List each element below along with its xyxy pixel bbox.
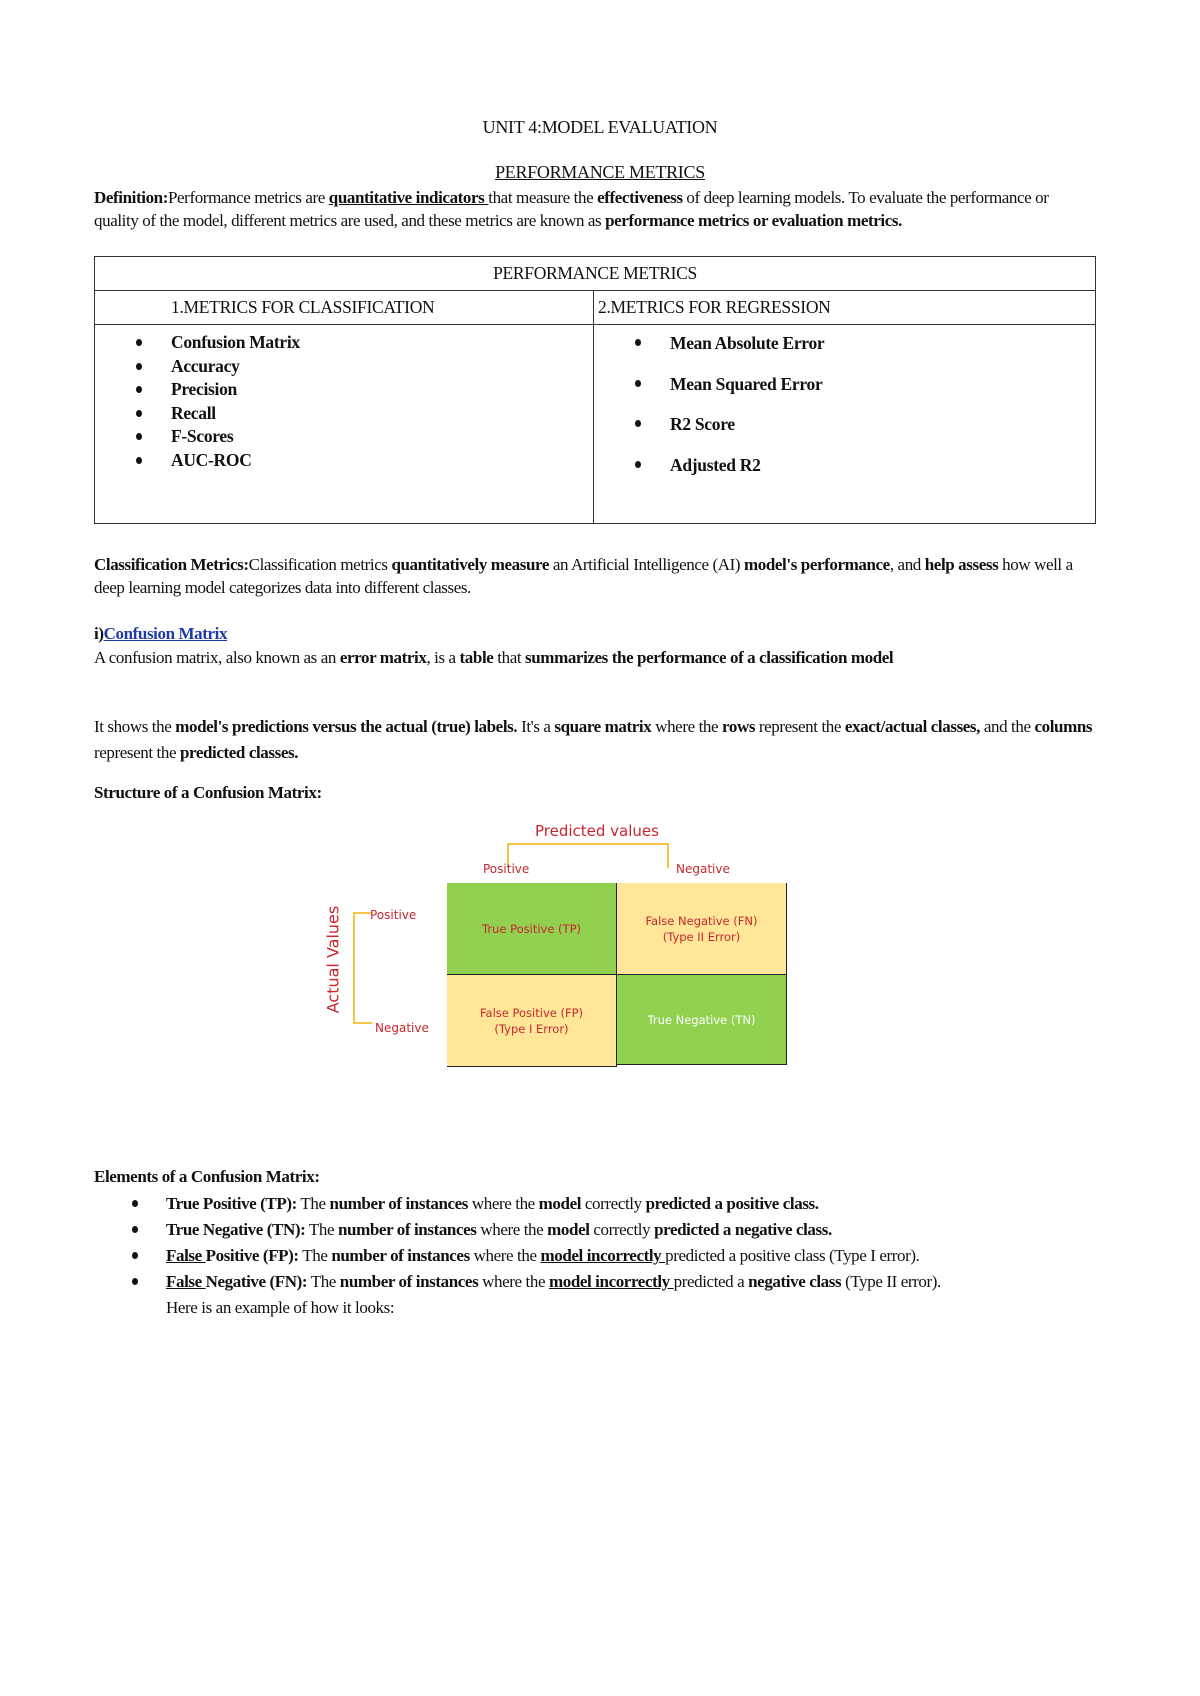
false-positive-cell: [447, 975, 617, 1067]
text: how well a deep learning model categorizes data into different classes.: [94, 555, 1073, 597]
text: (Type II error).: [841, 1272, 941, 1291]
confusion-matrix-link[interactable]: Confusion Matrix: [103, 624, 228, 643]
emphasis: model incorrectly: [548, 1272, 674, 1291]
emphasis: number of instances: [338, 1220, 477, 1239]
example-line: Here is an example of how it looks:: [166, 1298, 395, 1317]
emphasis: number of instances: [339, 1272, 479, 1291]
emphasis: model: [538, 1194, 582, 1213]
actual-positive-label: Positive: [370, 908, 417, 922]
emphasis: summarizes the performance of a classification model: [525, 648, 894, 667]
list-item: Confusion Matrix: [95, 331, 593, 355]
section-heading: PERFORMANCE METRICS: [495, 162, 705, 182]
emphasis: columns: [1034, 717, 1093, 736]
emphasis: model's performance: [744, 555, 890, 574]
cell-label: True Positive (TP): [481, 921, 581, 936]
emphasis: rows: [722, 717, 756, 736]
text: correctly: [589, 1220, 655, 1239]
list-item-tn: [94, 1217, 1104, 1243]
list-item: Precision: [95, 378, 593, 402]
list-item: Recall: [95, 402, 593, 426]
confusion-definition-paragraph: [94, 646, 1094, 669]
true-negative-cell: [617, 975, 787, 1065]
heading-prefix: i): [94, 624, 104, 643]
list-item-fn: [94, 1269, 1104, 1295]
text: where the: [478, 1272, 549, 1291]
predicted-negative-label: Negative: [676, 862, 730, 876]
text: The: [298, 1246, 332, 1265]
text: It shows the: [94, 717, 176, 736]
term-prefix: False: [166, 1272, 206, 1291]
text: where the: [469, 1246, 541, 1265]
page-title: UNIT 4:MODEL EVALUATION: [482, 117, 718, 137]
actual-bracket-icon: [350, 905, 380, 1030]
term-prefix: False: [166, 1246, 206, 1265]
text: , and: [889, 555, 925, 574]
emphasis: exact/actual classes,: [844, 717, 980, 736]
text: represent the: [94, 743, 180, 762]
text: an Artificial Intelligence (AI): [549, 555, 744, 574]
term: True Negative (TN):: [166, 1220, 306, 1239]
text: that: [493, 648, 526, 667]
text: of deep learning models. To evaluate the performance or quality of the model, different metrics are used, and these metrics are known as: [94, 188, 1049, 230]
text: where the: [651, 717, 723, 736]
classification-header: 1.METRICS FOR CLASSIFICATION: [95, 291, 594, 325]
text: The: [305, 1220, 338, 1239]
text: A confusion matrix, also known as an: [94, 648, 340, 667]
text: The: [296, 1194, 330, 1213]
table-title: PERFORMANCE METRICS: [95, 257, 1096, 291]
classification-metrics-paragraph: [94, 553, 1094, 599]
text: The: [307, 1272, 340, 1291]
list-item: F-Scores: [95, 425, 593, 449]
emphasis: number of instances: [331, 1246, 470, 1265]
regression-header: 2.METRICS FOR REGRESSION: [594, 291, 1096, 325]
list-item: Mean Absolute Error: [594, 331, 1095, 355]
metrics-table: [94, 256, 1096, 524]
emphasis: number of instances: [329, 1194, 469, 1213]
emphasis: help assess: [924, 555, 999, 574]
term: Negative (FN):: [205, 1272, 308, 1291]
confusion-explanation-paragraph: [94, 714, 1094, 766]
classification-cell: [95, 325, 594, 524]
text: predicted a positive class (Type I error).: [665, 1246, 920, 1265]
cell-sublabel: (Type II Error): [662, 929, 741, 944]
false-negative-cell: [617, 883, 787, 975]
emphasis: negative class: [748, 1272, 842, 1291]
text: , is a: [426, 648, 460, 667]
elements-list: [94, 1191, 1104, 1321]
actual-negative-label: Negative: [375, 1021, 429, 1035]
text: where the: [468, 1194, 539, 1213]
text: represent the: [755, 717, 845, 736]
list-item: AUC-ROC: [95, 449, 593, 473]
text: It's a: [517, 717, 555, 736]
text: that measure the: [488, 188, 598, 207]
true-positive-cell: [447, 883, 617, 975]
emphasis: quantitatively measure: [391, 555, 550, 574]
emphasis: model incorrectly: [540, 1246, 666, 1265]
text: where the: [476, 1220, 548, 1239]
predicted-positive-label: Positive: [483, 862, 530, 876]
list-item-tp: [94, 1191, 1104, 1217]
emphasis: effectiveness: [597, 188, 683, 207]
predicted-bracket-icon: [500, 840, 700, 870]
definition-label: Definition:: [94, 188, 168, 207]
predicted-values-title: Predicted values: [535, 822, 659, 840]
emphasis: performance metrics or evaluation metrics.: [605, 211, 902, 230]
list-item: R2 Score: [594, 412, 1095, 436]
emphasis: model: [547, 1220, 590, 1239]
text: and the: [980, 717, 1035, 736]
list-item: Accuracy: [95, 355, 593, 379]
emphasis: table: [459, 648, 494, 667]
emphasis: square matrix: [554, 717, 652, 736]
definition-paragraph: [94, 186, 1094, 232]
list-item: Adjusted R2: [594, 453, 1095, 477]
text: correctly: [581, 1194, 646, 1213]
actual-values-title: Actual Values: [323, 905, 343, 1014]
confusion-matrix-heading: [94, 622, 1094, 645]
term: Positive (FP):: [205, 1246, 299, 1265]
structure-heading: [94, 781, 1094, 804]
emphasis: predicted a negative class.: [654, 1220, 832, 1239]
cell-label: False Positive (FP): [479, 1005, 584, 1020]
cell-label: True Negative (TN): [647, 1012, 756, 1027]
heading: Elements of a Confusion Matrix:: [94, 1167, 320, 1186]
list-item: Mean Squared Error: [594, 372, 1095, 396]
emphasis: predicted a positive class.: [645, 1194, 819, 1213]
list-item-fp: [94, 1243, 1104, 1269]
cell-label: False Negative (FN): [645, 913, 758, 928]
regression-cell: [594, 325, 1096, 524]
emphasis: error matrix: [339, 648, 427, 667]
text: predicted a: [673, 1272, 749, 1291]
label: Classification Metrics:: [94, 555, 249, 574]
emphasis: model's predictions versus the actual (true) labels.: [175, 717, 518, 736]
cell-sublabel: (Type I Error): [494, 1021, 569, 1036]
emphasis: quantitative indicators: [328, 188, 489, 207]
heading: Structure of a Confusion Matrix:: [94, 783, 322, 802]
text: Classification metrics: [248, 555, 392, 574]
text: Performance metrics are: [167, 188, 329, 207]
term: True Positive (TP):: [166, 1194, 297, 1213]
elements-heading: [94, 1165, 1094, 1188]
emphasis: predicted classes.: [179, 743, 299, 762]
